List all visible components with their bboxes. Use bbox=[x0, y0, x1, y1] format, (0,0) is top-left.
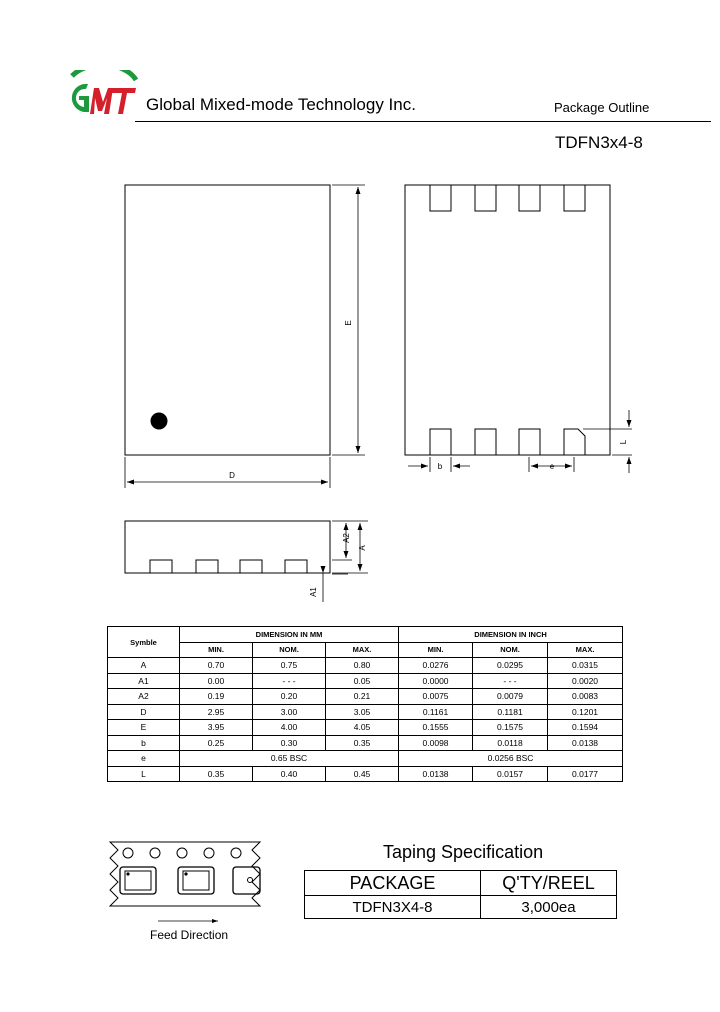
table-row: A2 0.19 0.20 0.21 0.0075 0.0079 0.0083 bbox=[108, 689, 623, 705]
sprocket-hole bbox=[204, 848, 214, 858]
dim-label-A: A bbox=[358, 545, 367, 551]
dim-label-E: E bbox=[344, 320, 353, 326]
side-view-drawing bbox=[110, 512, 370, 607]
pin1-marker bbox=[151, 413, 168, 430]
qty-value: 3,000ea bbox=[481, 896, 617, 919]
package-value: TDFN3X4-8 bbox=[305, 896, 481, 919]
mm-header: DIMENSION IN MM bbox=[180, 627, 399, 643]
sprocket-hole bbox=[231, 848, 241, 858]
pad-top-2 bbox=[475, 185, 496, 211]
bottom-view-body bbox=[405, 185, 610, 455]
sprocket-hole bbox=[150, 848, 160, 858]
pad-bottom-4 bbox=[564, 429, 585, 455]
table-row: b 0.25 0.30 0.35 0.0098 0.0118 0.0138 bbox=[108, 735, 623, 751]
header-divider bbox=[135, 121, 711, 122]
lead-4 bbox=[285, 560, 307, 573]
pad-bottom-3 bbox=[519, 429, 540, 455]
symbol-header: Symble bbox=[108, 627, 180, 658]
sprocket-hole bbox=[177, 848, 187, 858]
side-view-body bbox=[125, 521, 330, 573]
pad-top-4 bbox=[564, 185, 585, 211]
dim-label-A1: A1 bbox=[309, 587, 318, 597]
sub-header-row: MIN. NOM. MAX. MIN. NOM. MAX. bbox=[108, 642, 623, 658]
dimension-table bbox=[107, 626, 623, 782]
qty-column-header: Q'TY/REEL bbox=[481, 871, 617, 896]
document-type: Package Outline bbox=[554, 100, 650, 115]
dim-label-L: L bbox=[619, 439, 628, 445]
dim-label-e: e bbox=[549, 462, 555, 471]
lead-1 bbox=[150, 560, 172, 573]
pad-top-1 bbox=[430, 185, 451, 211]
package-column-header: PACKAGE bbox=[305, 871, 481, 896]
table-row: A 0.70 0.75 0.80 0.0276 0.0295 0.0315 bbox=[108, 658, 623, 674]
sprocket-hole bbox=[123, 848, 133, 858]
table-row: D 2.95 3.00 3.05 0.1161 0.1181 0.1201 bbox=[108, 704, 623, 720]
table-row: L 0.35 0.40 0.45 0.0138 0.0157 0.0177 bbox=[108, 766, 623, 782]
dim-label-b: b bbox=[437, 462, 443, 471]
company-logo bbox=[58, 70, 140, 122]
logo-text: GMT bbox=[58, 70, 61, 71]
taping-spec-title: Taping Specification bbox=[383, 842, 544, 862]
dim-label-D: D bbox=[229, 471, 235, 480]
pad-top-3 bbox=[519, 185, 540, 211]
taping-spec-table bbox=[304, 870, 617, 919]
company-name: Global Mixed-mode Technology Inc. bbox=[146, 95, 416, 114]
bottom-view-drawing bbox=[400, 178, 640, 478]
feed-direction-label: Feed Direction bbox=[150, 928, 229, 942]
package-name: TDFN3x4-8 bbox=[555, 133, 643, 152]
table-row: E 3.95 4.00 4.05 0.1555 0.1575 0.1594 bbox=[108, 720, 623, 736]
top-view-drawing bbox=[110, 178, 370, 490]
dim-label-A2: A2 bbox=[342, 533, 351, 543]
tape-pocket bbox=[233, 867, 260, 894]
pad-bottom-1 bbox=[430, 429, 451, 455]
pad-bottom-2 bbox=[475, 429, 496, 455]
lead-3 bbox=[240, 560, 262, 573]
lead-2 bbox=[196, 560, 218, 573]
table-row: e 0.65 BSC 0.0256 BSC bbox=[108, 751, 623, 767]
table-row: A1 0.00 - - - 0.05 0.0000 - - - 0.0020 bbox=[108, 673, 623, 689]
inch-header: DIMENSION IN INCH bbox=[399, 627, 623, 643]
